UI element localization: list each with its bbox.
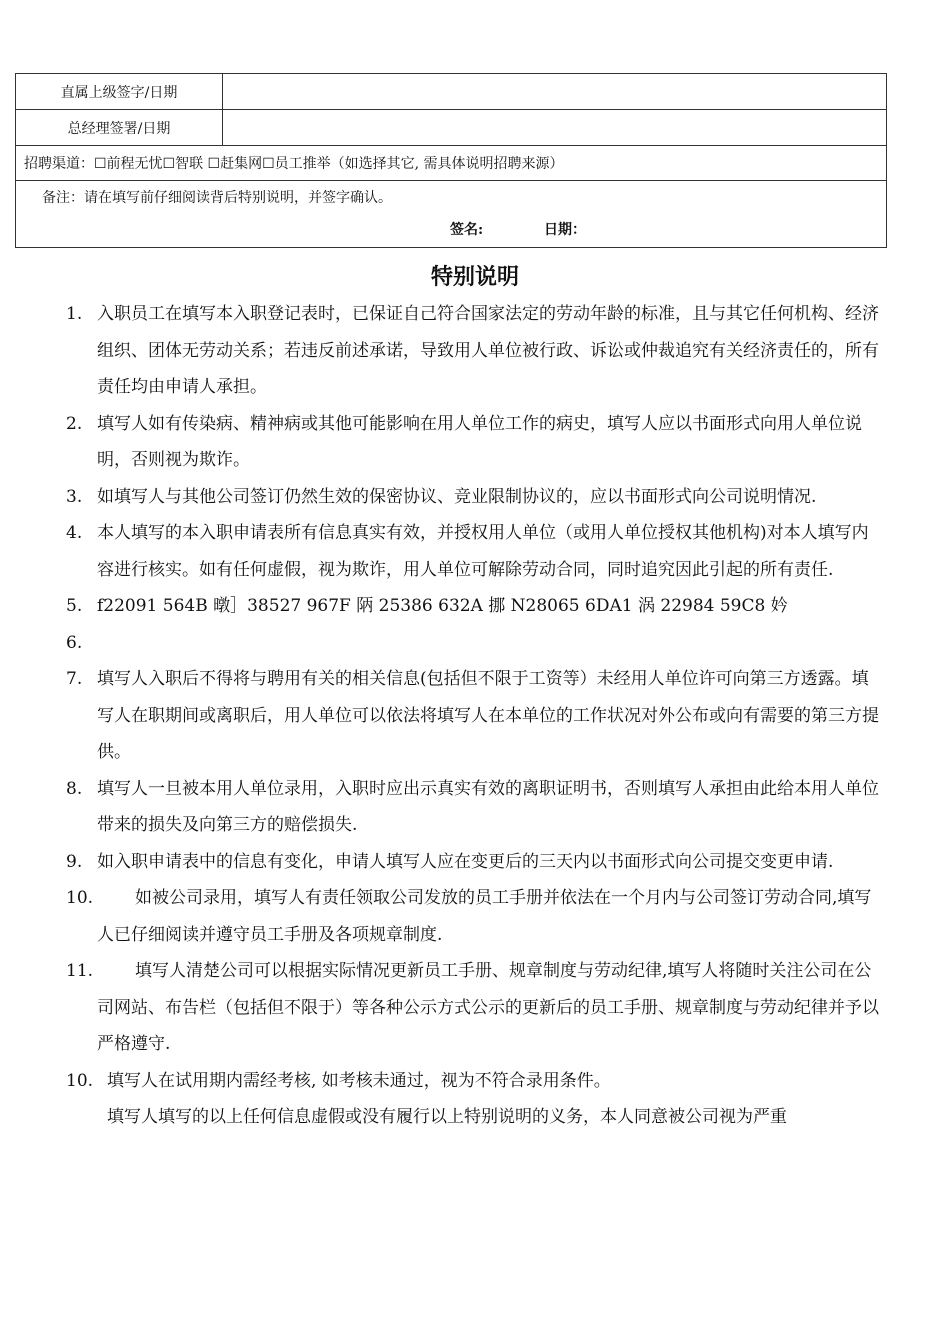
remark-row bbox=[16, 181, 887, 248]
note-text: 如被公司录用，填写人有责任领取公司发放的员工手册并依法在一个月内与公司签订劳动合同,填写人已仔细阅读并遵守员工手册及各项规章制度. bbox=[97, 888, 872, 945]
note-item bbox=[0, 406, 950, 479]
note-text: 填写人清楚公司可以根据实际情况更新员工手册、规章制度与劳动纪律,填写人将随时关注公司在公司网站、布告栏（包括但不限于）等各种公示方式公示的更新后的员工手册、规章制度与劳动纪律并予以严格遵守. bbox=[97, 961, 879, 1054]
page-title: 特别说明 bbox=[430, 265, 519, 290]
note-item bbox=[0, 296, 950, 406]
sign-label: 签名: bbox=[450, 222, 484, 238]
gm-signature-label: 总经理签署/日期 bbox=[16, 110, 223, 146]
note-number: 10. bbox=[66, 888, 94, 908]
note-text: 填写人入职后不得将与聘用有关的相关信息(包括但不限于工资等）未经用人单位许可向第三方透露。填写人在职期间或离职后，用人单位可以依法将填写人在本单位的工作状况对外公布或向有需要的第三方提供。 bbox=[97, 669, 879, 762]
note-item bbox=[0, 625, 950, 662]
date-label: 日期： bbox=[544, 222, 587, 238]
note-item bbox=[0, 844, 950, 881]
note-text: 填写人在试用期内需经考核, 如考核未通过，视为不符合录用条件。 bbox=[107, 1070, 611, 1091]
sign-line bbox=[450, 219, 586, 239]
note-item bbox=[0, 479, 950, 516]
note-number: 5. bbox=[66, 596, 83, 616]
note-number: 11. bbox=[66, 961, 94, 981]
gm-signature-field[interactable] bbox=[223, 110, 887, 146]
note-number: 8. bbox=[66, 778, 83, 799]
remark-text: 备注：请在填写前仔细阅读背后特别说明，并签字确认。 bbox=[42, 190, 392, 206]
closing-paragraph: 填写人填写的以上任何信息虚假或没有履行以上特别说明的义务，本人同意被公司视为严重 bbox=[107, 1107, 787, 1127]
note-number: 1. bbox=[66, 304, 83, 324]
recruitment-channel-row bbox=[16, 146, 887, 181]
note-item bbox=[0, 953, 950, 1063]
note-item bbox=[0, 515, 950, 588]
note-text: 如填写人与其他公司签订仍然生效的保密协议、竞业限制协议的，应以书面形式向公司说明情况. bbox=[97, 486, 817, 507]
note-item bbox=[0, 1063, 950, 1100]
supervisor-signature-row bbox=[16, 74, 887, 110]
note-item bbox=[0, 771, 950, 844]
special-notes-list bbox=[0, 296, 950, 1136]
note-number: 9. bbox=[66, 851, 83, 872]
note-text: 如入职申请表中的信息有变化，申请人填写人应在变更后的三天内以书面形式向公司提交变更申请. bbox=[97, 851, 834, 872]
recruitment-channel-text[interactable]: 招聘渠道：☐前程无忧☐智联 ☐赶集网☐员工推举（如选择其它, 需具体说明招聘来源） bbox=[16, 146, 887, 181]
note-text: 填写人如有传染病、精神病或其他可能影响在用人单位工作的病史，填写人应以书面形式向用人单位说明，否则视为欺诈。 bbox=[97, 413, 862, 470]
note-text: 填写人一旦被本用人单位录用，入职时应出示真实有效的离职证明书，否则填写人承担由此给本用人单位带来的损失及向第三方的赔偿损失. bbox=[97, 778, 879, 835]
signature-form-table bbox=[15, 73, 887, 248]
note-item bbox=[0, 880, 950, 953]
gm-signature-row bbox=[16, 110, 887, 146]
note-item bbox=[0, 661, 950, 771]
note-number: 3. bbox=[66, 486, 83, 507]
note-number: 10. bbox=[66, 1070, 94, 1091]
note-text: 本人填写的本入职申请表所有信息真实有效，并授权用人单位（或用人单位授权其他机构)对本人填写内容进行核实。如有任何虚假，视为欺诈，用人单位可解除劳动合同，同时追究因此引起的所有责任. bbox=[97, 523, 869, 580]
note-number: 2. bbox=[66, 413, 83, 434]
supervisor-signature-field[interactable] bbox=[223, 74, 887, 110]
supervisor-signature-label: 直属上级签字/日期 bbox=[16, 74, 223, 110]
note-number: 6. bbox=[66, 632, 83, 653]
remark-cell bbox=[16, 181, 887, 248]
note-text: 入职员工在填写本入职登记表时，已保证自己符合国家法定的劳动年龄的标准，且与其它任何机构、经济组织、团体无劳动关系；若违反前述承诺，导致用人单位被行政、诉讼或仲裁追究有关经济责任的，所有责任均由申请人承担。 bbox=[97, 304, 879, 397]
note-text bbox=[97, 633, 102, 653]
note-item bbox=[0, 588, 950, 625]
note-text: f22091 564B 暾］38527 967F 陃 25386 632A 挪 N28065 6DA1 涡 22984 59C8 妗 bbox=[97, 596, 788, 616]
note-number: 7. bbox=[66, 669, 83, 689]
note-number: 4. bbox=[66, 523, 83, 543]
